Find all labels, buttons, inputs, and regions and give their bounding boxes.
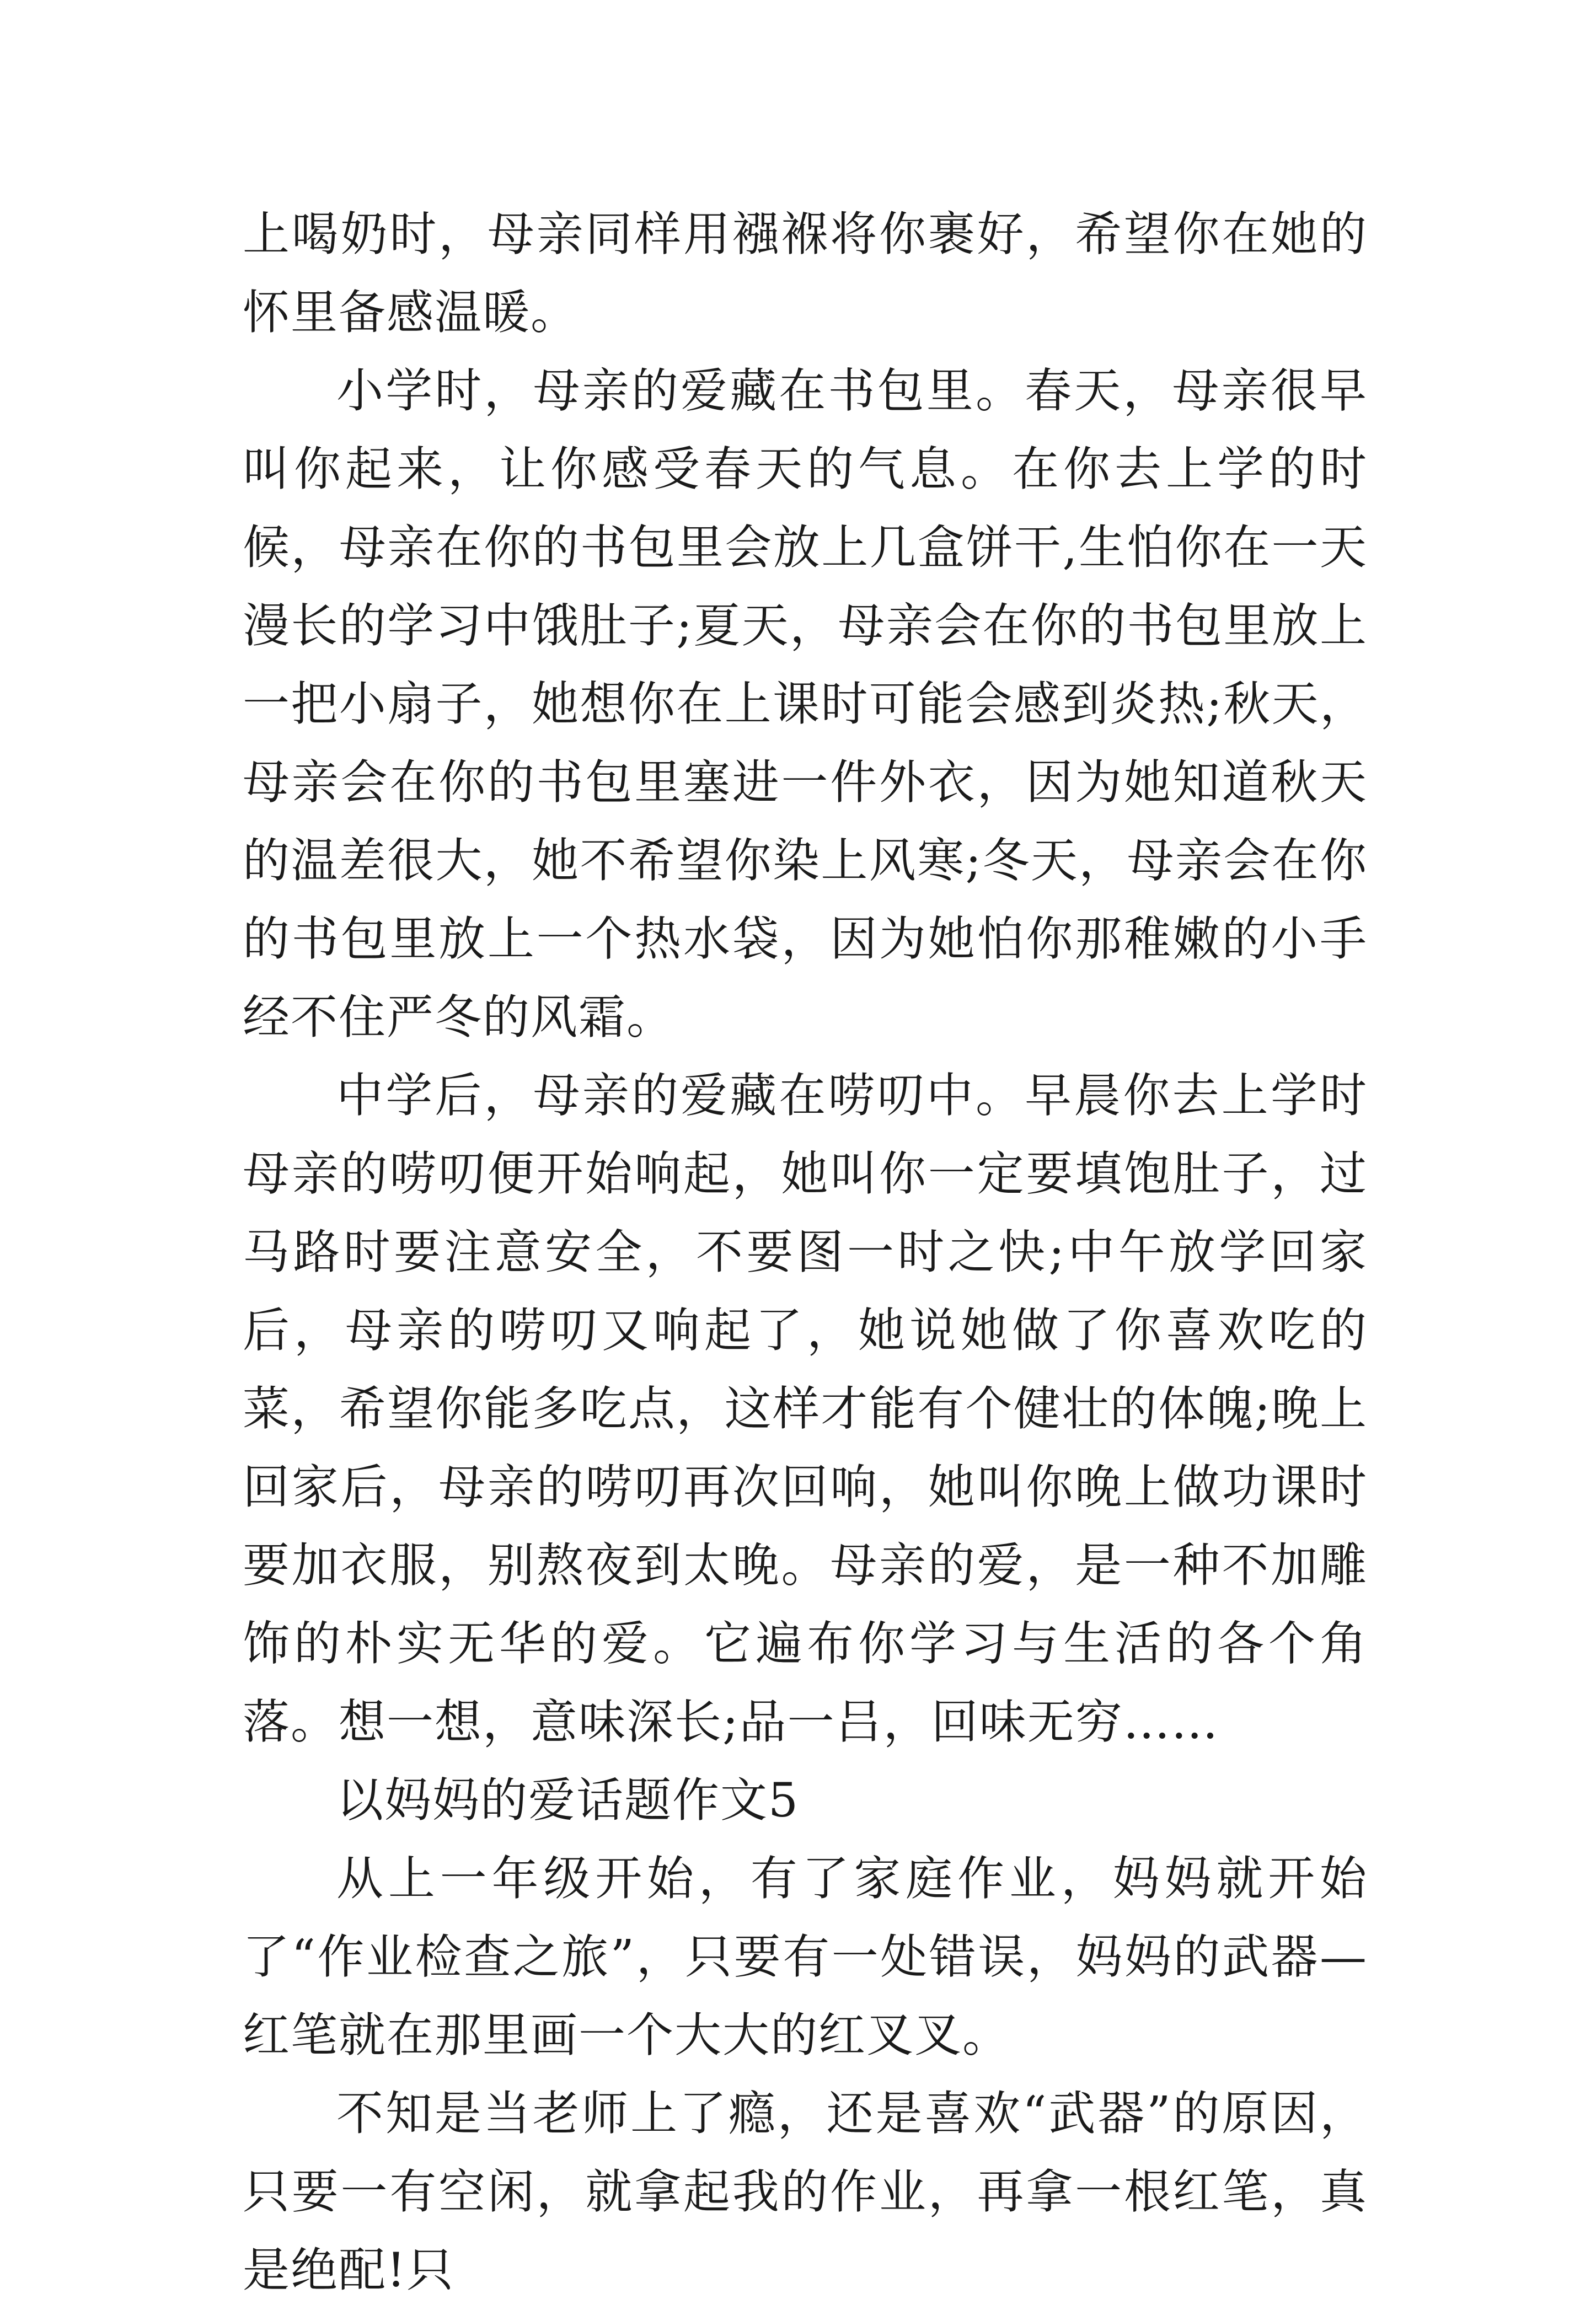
- document-body: [243, 196, 1368, 2310]
- paragraph-homework-check: 从上一年级开始，有了家庭作业，妈妈就开始了“作业检查之旅”，只要有一处错误，妈妈的武器—红笔就在那里画一个大大的红叉叉。: [243, 1852, 1368, 2063]
- paragraph-continuation: 上喝奶时，母亲同样用襁褓将你裹好，希望你在她的怀里备感温暖。: [243, 207, 1368, 340]
- essay-title: 以妈妈的爱话题作文5: [336, 1773, 800, 1828]
- paragraph-primary-school: 小学时，母亲的爱藏在书包里。春天，母亲很早叫你起来，让你感受春天的气息。在你去上学的时候，母亲在你的书包里会放上几盒饼干,生怕你在一天漫长的学习中饿肚子;夏天，母亲会在你的书包里放上一把小扇子，她想你在上课时可能会感到炎热;秋天，母亲会在你的书包里塞进一件外衣，因为她知道秋天的温差很大，她不希望你染上风寒;冬天，母亲会在你的书包里放上一个热水袋，因为她怕你那稚嫩的小手经不住严冬的风霜。: [243, 364, 1368, 1045]
- paragraph-red-pen: 不知是当老师上了瘾，还是喜欢“武器”的原因，只要一有空闲，就拿起我的作业，再拿一根红笔，真是绝配!只: [243, 2087, 1368, 2298]
- paragraph-middle-school: 中学后，母亲的爱藏在唠叨中。早晨你去上学时母亲的唠叨便开始响起，她叫你一定要填饱肚子，过马路时要注意安全，不要图一时之快;中午放学回家后，母亲的唠叨又响起了，她说她做了你喜欢吃的菜，希望你能多吃点，这样才能有个健壮的体魄;晚上回家后，母亲的唠叨再次回响，她叫你晚上做功课时要加衣服，别熬夜到太晚。母亲的爱，是一种不加雕饰的朴实无华的爱。它遍布你学习与生活的各个角落。想一想，意味深长;品一吕，回味无穷……: [243, 1069, 1368, 1750]
